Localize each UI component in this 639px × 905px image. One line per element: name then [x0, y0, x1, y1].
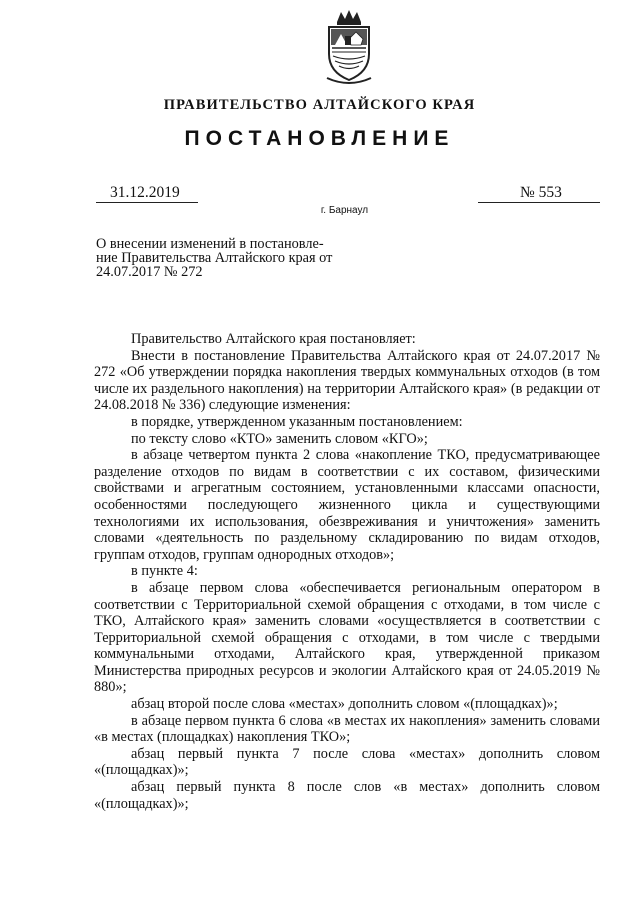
coat-of-arms-emblem: [323, 8, 375, 88]
subject-line: О внесении изменений в постановле-: [96, 236, 324, 252]
body-paragraph: в пункте 4:: [131, 563, 198, 580]
body-paragraph: Внести в постановление Правительства Алтайского края от 24.07.2017 № 272 «Об утверждении порядка накопления твердых коммунальных отходов (в том числе их раздельного накопления) на территории Алтайского края» (в редакции от 24.08.2018 № 336) следующие изменения:: [94, 347, 600, 414]
subject-line: ние Правительства Алтайского края от: [96, 250, 333, 266]
subject-line: 24.07.2017 № 272: [96, 264, 203, 280]
body-paragraph: в абзаце первом слова «обеспечивается региональным оператором в соответствии с Территориальной схемой обращения с отходами, в том числе с ТКО, Алтайского края» заменить словами «осуществляется в соответствии с Территориальной схемой обращения с отходами, в том числе с твердыми коммунальными отходами, Алтайского края, утвержденной приказом Министерства природных ресурсов и экологии Алтайского края от 24.05.2019 № 880»;: [94, 579, 600, 696]
document-number: № 553: [520, 184, 562, 201]
document-date: 31.12.2019: [110, 184, 180, 201]
body-paragraph: по тексту слово «КТО» заменить словом «КГО»;: [131, 430, 428, 447]
body-paragraph: абзац первый пункта 7 после слова «местах» дополнить словом «(площадках)»;: [94, 745, 600, 779]
body-paragraph: Правительство Алтайского края постановляет:: [131, 331, 416, 347]
body-paragraph: в абзаце четвертом пункта 2 слова «накопление ТКО, предусматривающее разделение отходов по видам в соответствии с их составом, физическими свойствами и агрегатным состоянием, установленными классами опасности, особенностями последующего жизненного цикла и существующими технологиями их использования, обезвреживания и уничтожения» заменить словами «деятельность по раздельному складированию по видам отходов, группам отходов, группам однородных отходов»;: [94, 447, 600, 563]
document-type-title: ПОСТАНОВЛЕНИЕ: [184, 127, 455, 150]
document-body: [94, 331, 600, 812]
body-paragraph: абзац первый пункта 8 после слов «в местах» дополнить словом «(площадках)»;: [94, 779, 600, 812]
date-underline: [96, 202, 198, 203]
number-underline: [478, 202, 600, 203]
city-name: г. Барнаул: [320, 205, 369, 216]
body-paragraph: абзац второй после слова «местах» дополнить словом «(площадках)»;: [131, 696, 558, 713]
body-paragraph: в порядке, утвержденном указанным постановлением:: [131, 413, 463, 430]
org-name: ПРАВИТЕЛЬСТВО АЛТАЙСКОГО КРАЯ: [163, 97, 476, 113]
body-paragraph: в абзаце первом пункта 6 слова «в местах их накопления» заменить словами «в местах (площадках) накопления ТКО»;: [94, 712, 600, 746]
document-subject: [96, 237, 358, 279]
